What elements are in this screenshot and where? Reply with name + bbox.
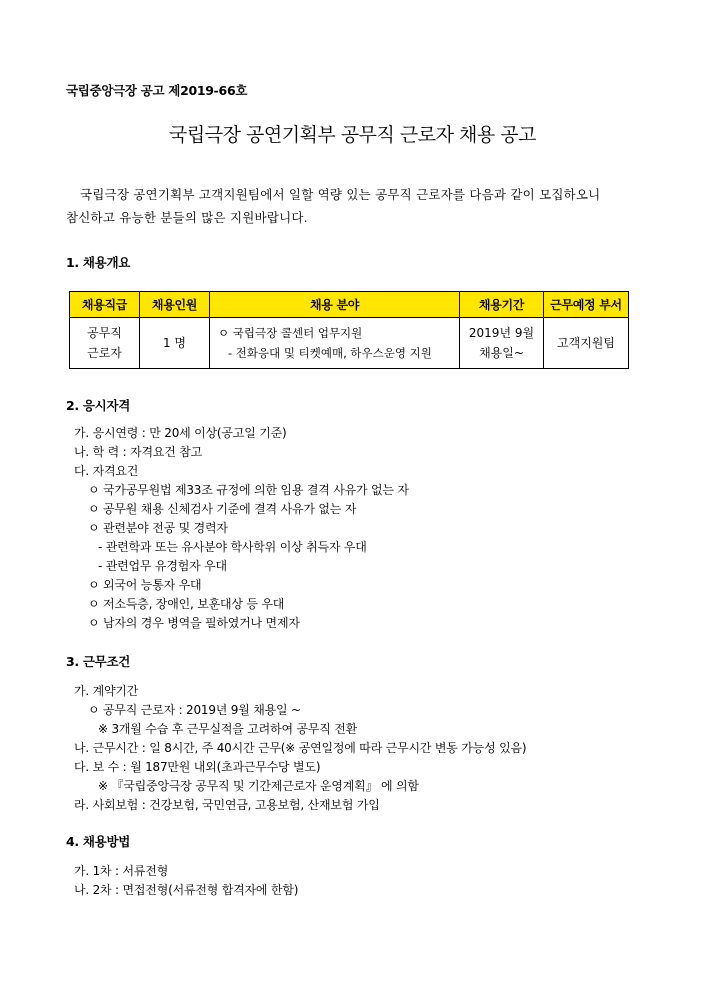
cell-rank-line-1: 공무직 [87,326,122,340]
intro-line-2: 참신하고 유능한 분들의 많은 지원바랍니다. [66,210,308,225]
notice-number: 국립중앙극장 공고 제2019-66호 [66,83,248,98]
page-title: 국립극장 공연기획부 공무직 근로자 채용 공고 [169,124,536,146]
header-count: 채용인원 [140,292,210,318]
cell-field-line-2: - 전화응대 및 티켓예매, 하우스운영 지원 [228,346,432,360]
list-item: ㅇ 남자의 경우 병역을 필하였거나 면제자 [88,616,300,630]
list-item: 라. 사회보험 : 건강보험, 국민연금, 고용보험, 산재보험 가입 [74,798,380,812]
intro-paragraph [66,183,646,229]
cell-rank [70,318,140,369]
list-item: ㅇ 외국어 능통자 우대 [88,578,202,592]
recruitment-table [69,291,629,369]
cell-rank-line-2: 근로자 [87,346,122,360]
list-item: ※ 3개월 수습 후 근무실적을 고려하여 공무직 전환 [98,722,358,736]
cell-field-line-1: ㅇ 국립극장 콜센터 업무지원 [218,326,363,340]
header-department: 근무예정 부서 [544,292,629,318]
list-item: ㅇ 공무원 채용 신체검사 기준에 결격 사유가 없는 자 [88,502,357,516]
cell-period-line-1: 2019년 9월 [468,326,535,340]
table-row [70,318,629,369]
intro-line-1: 국립극장 공연기획부 고객지원팀에서 일할 역량 있는 공무직 근로자를 다음과 같이 모집하오니 [80,187,601,202]
cell-field [210,318,460,369]
section-heading-work-conditions: 3. 근무조건 [66,654,130,669]
list-item: ㅇ 관련분야 전공 및 경력자 [88,521,228,535]
list-item: 가. 계약기간 [74,684,139,698]
list-item: 다. 보 수 : 월 187만원 내외(초과근무수당 별도) [74,760,321,774]
list-item: 가. 응시연령 : 만 20세 이상(공고일 기준) [74,426,287,440]
section-heading-qualifications: 2. 응시자격 [66,398,130,413]
header-field: 채용 분야 [210,292,460,318]
table-header-row [70,292,629,318]
list-item: 나. 근무시간 : 일 8시간, 주 40시간 근무(※ 공연일정에 따라 근무시간 변동 가능성 있음) [74,741,527,755]
list-item: - 관련업무 유경험자 우대 [98,559,227,573]
list-item: 나. 학 력 : 자격요건 참고 [74,445,203,459]
cell-period [460,318,544,369]
list-item: 나. 2차 : 면접전형(서류전형 합격자에 한함) [74,883,299,897]
header-period: 채용기간 [460,292,544,318]
list-item: ※ 『국립중앙극장 공무직 및 기간제근로자 운영계획』 에 의함 [98,779,419,793]
list-item: 가. 1차 : 서류전형 [74,864,169,878]
list-item: - 관련학과 또는 유사분야 학사학위 이상 취득자 우대 [98,540,367,554]
cell-department: 고객지원팀 [544,318,629,369]
list-item: ㅇ 공무직 근로자 : 2019년 9월 채용일 ~ [88,703,301,717]
cell-period-line-2: 채용일~ [479,346,524,360]
list-item: ㅇ 국가공무원법 제33조 규정에 의한 임용 결격 사유가 없는 자 [88,483,409,497]
list-item: 다. 자격요건 [74,464,139,478]
cell-count: 1 명 [140,318,210,369]
header-rank: 채용직급 [70,292,140,318]
section-heading-overview: 1. 채용개요 [66,255,130,270]
section-heading-hiring-method: 4. 채용방법 [66,834,130,849]
list-item: ㅇ 저소득층, 장애인, 보훈대상 등 우대 [88,597,285,611]
